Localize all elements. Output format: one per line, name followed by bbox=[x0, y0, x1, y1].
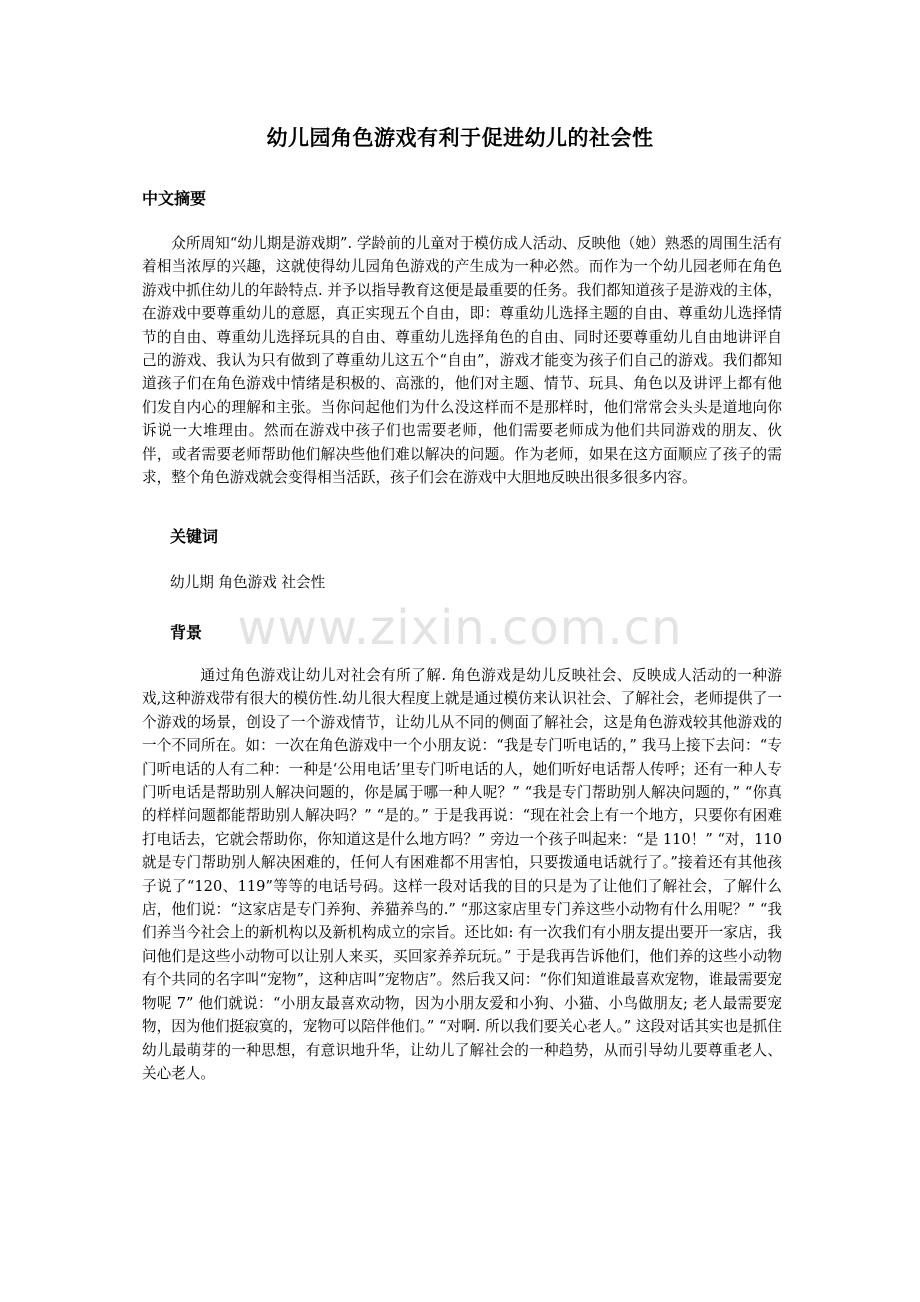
document-title: 幼儿园角色游戏有利于促进幼儿的社会性 bbox=[266, 126, 654, 150]
background-heading: 背景 bbox=[170, 623, 203, 642]
background-paragraph: 通过角色游戏让幼儿对社会有所了解. 角色游戏是幼儿反映社会、反映成人活动的一种游戏,这种游戏带有很大的模仿性.幼儿很大程度上就是通过模仿来认识社会、了解社会，老师提供了一个游戏的场景，创设了一个游戏情节，让幼儿从不同的侧面了解社会，这是角色游戏较其他游戏的一个不同所在。如：一次在角色游戏中一个小朋友说：“我是专门听电话的，” 我马上接下去问：“专门听电话的人有二种：一种是‘公用电话’里专门听电话的人，她们听好电话帮人传呼；还有一种人专门听电话是帮助别人解决问题的，你是属于哪一种人呢？” “我是专门帮助别人解决问题的，” “你真的样样问题都能帮助别人解决吗？” “是的。” 于是我再说：“现在社会上有一个地方，只要你有困难打电话去，它就会帮助你，你知道这是什么地方吗？” 旁边一个孩子叫起来：“是 110！” “对，110 就是专门帮助别人解决困难的，任何人有困难都不用害怕，只要拨通电话就行了。”接着还有其他孩子说了“120、119”等等的电话号码。这样一段对话我的目的只是为了让他们了解社会，了解什么店，他们说：“这家店是专门养狗、养猫养鸟的.” “那这家店里专门养这些小动物有什么用呢？” “我们养当今社会上的新机构以及新机构成立的宗旨。还比如: 有一次我们有小朋友提出要开一家店，我问他们是这些小动物可以让别人来买，买回家养养玩玩。” 于是我再告诉他们，他们养的这些小动物有个共同的名字叫“宠物”，这种店叫”宠物店”。然后我又问：“你们知道谁最喜欢宠物，谁最需要宠物呢 7” 他们就说：“小朋友最喜欢动物，因为小朋友爱和小狗、小猫、小鸟做朋友; 老人最需要宠物，因为他们挺寂寞的，宠物可以陪伴他们。” “对啊. 所以我们要关心老人。” 这段对话其实也是抓住幼儿最萌芽的一种思想，有意识地升华，让幼儿了解社会的一种趋势，从而引导幼儿要尊重老人、关心老人。 bbox=[142, 667, 782, 1082]
keywords-list: 幼儿期 角色游戏 社会性 bbox=[170, 574, 326, 591]
watermark-text: www.zixin.com.cn bbox=[237, 600, 683, 656]
abstract-paragraph: 众所周知“幼儿期是游戏期”. 学龄前的儿童对于模仿成人活动、反映他（她）熟悉的周围生活有着相当浓厚的兴趣，这就使得幼儿园角色游戏的产生成为一种必然。而作为一个幼儿园老师在角色游戏中抓住幼儿的年龄特点. 并予以指导教育这便是最重要的任务。我们都知道孩子是游戏的主体，在游戏中要尊重幼儿的意愿，真正实现五个自由，即：尊重幼儿选择主题的自由、尊重幼儿选择情节的自由、尊重幼儿选择玩具的自由、尊重幼儿选择角色的自由、同时还要尊重幼儿自由地讲评自己的游戏、我认为只有做到了尊重幼儿这五个“自由”，游戏才能变为孩子们自己的游戏。我们都知道孩子们在角色游戏中情绪是积极的、高涨的，他们对主题、情节、玩具、角色以及讲评上都有他们发自内心的理解和主张。当你问起他们为什么没这样而不是那样时，他们常常会头头是道地向你诉说一大堆理由。然而在游戏中孩子们也需要老师，他们需要老师成为他们共同游戏的朋友、伙伴，或者需要老师帮助他们解决些他们难以解决的问题。作为老师，如果在这方面顺应了孩子的需求，整个角色游戏就会变得相当活跃，孩子们会在游戏中大胆地反映出很多很多内容。 bbox=[142, 235, 782, 487]
keywords-heading: 关键词 bbox=[170, 527, 219, 546]
abstract-heading: 中文摘要 bbox=[142, 189, 207, 208]
